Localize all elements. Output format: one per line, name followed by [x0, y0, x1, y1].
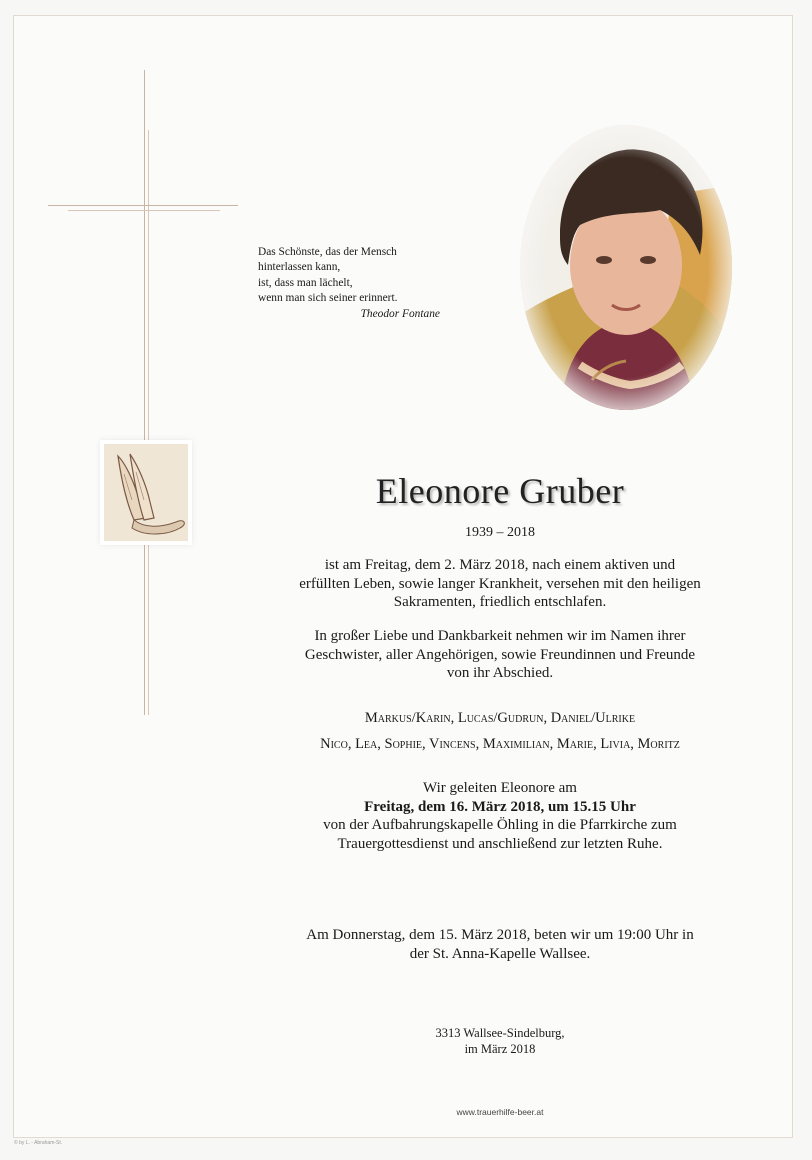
funeral-line: von der Aufbahrungskapelle Öhling in die Pfarrkirche zum: [323, 817, 677, 833]
place-line: 3313 Wallsee-Sindelburg,: [435, 1026, 565, 1040]
farewell-line: Geschwister, aller Angehörigen, sowie Freundinnen und Freunde: [304, 646, 696, 663]
death-announcement: [230, 556, 770, 612]
farewell-line: In großer Liebe und Dankbarkeit nehmen wir im Namen ihrer: [314, 628, 686, 644]
portrait-photo: [520, 125, 732, 410]
cross-horizontal-line: [48, 205, 238, 206]
date-line: im März 2018: [464, 1041, 536, 1056]
funeral-date: Freitag, dem 16. März 2018, um 15.15 Uhr: [364, 798, 636, 815]
memorial-quote: [258, 245, 448, 322]
prayer-details: [230, 926, 770, 963]
announcement-line: ist am Freitag, dem 2. März 2018, nach einem aktiven und: [324, 557, 676, 573]
quote-author: Theodor Fontane: [360, 307, 440, 320]
funeral-details: [230, 779, 770, 853]
quote-line: hinterlassen kann,: [258, 261, 341, 274]
farewell-line: von ihr Abschied.: [446, 665, 554, 681]
praying-hands-icon: [104, 444, 188, 541]
cross-vertical-line: [144, 70, 145, 715]
announcement-line: erfüllten Leben, sowie langer Krankheit, versehen mit den heiligen: [299, 575, 701, 592]
family-children: Markus/Karin, Lucas/Gudrun, Daniel/Ulrike: [364, 710, 636, 726]
praying-hands-image: [100, 440, 192, 545]
funeral-intro: Wir geleiten Eleonore am: [423, 780, 577, 796]
prayer-line: der St. Anna-Kapelle Wallsee.: [409, 945, 591, 962]
website-url: www.trauerhilfe-beer.at: [456, 1107, 544, 1117]
credit-text: © by L. - Abraham-St.: [14, 1140, 63, 1146]
place-and-date: [400, 1026, 600, 1057]
cross-vertical-line-2: [148, 130, 149, 715]
announcement-line: Sakramenten, friedlich entschlafen.: [393, 594, 607, 610]
cross-horizontal-line-2: [68, 210, 220, 211]
family-grandchildren: Nico, Lea, Sophie, Vincens, Maximilian, Marie, Livia, Moritz: [320, 736, 680, 752]
quote-line: wenn man sich seiner erinnert.: [258, 292, 398, 305]
funeral-line: Trauergottesdienst und anschließend zur letzten Ruhe.: [337, 835, 663, 852]
quote-line: ist, dass man lächelt,: [258, 276, 353, 289]
life-years: 1939 – 2018: [465, 525, 535, 540]
farewell-text: [230, 627, 770, 683]
deceased-name: Eleonore Gruber: [375, 471, 625, 511]
prayer-line: Am Donnerstag, dem 15. März 2018, beten wir um 19:00 Uhr in: [306, 927, 694, 943]
quote-line: Das Schönste, das der Mensch: [258, 246, 397, 258]
